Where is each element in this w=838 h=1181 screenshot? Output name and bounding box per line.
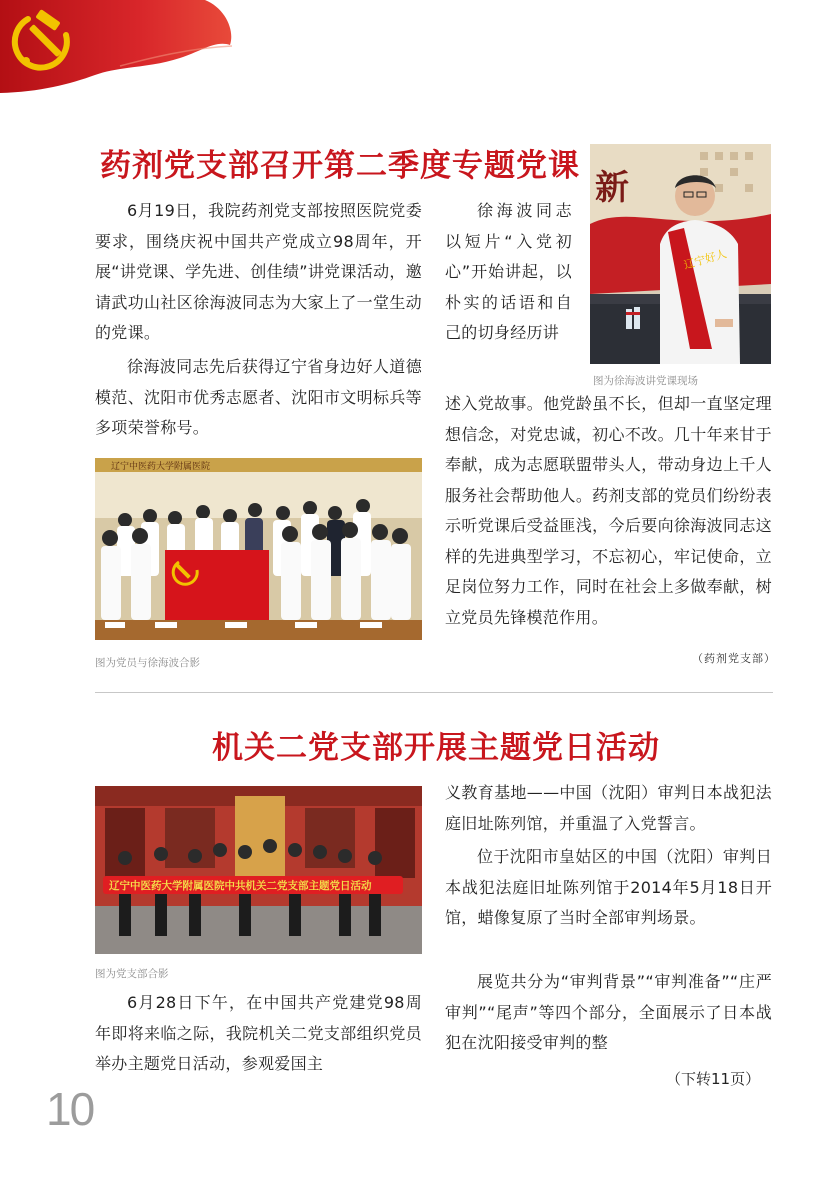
continued-note: （下转11页） [666,1070,761,1088]
article2-paragraph-1-cont: 义教育基地——中国（沈阳）审判日本战犯法庭旧址陈列馆，并重温了入党誓言。 [445,783,772,833]
speaker-photo-caption: 图为徐海波讲党课现场 [593,375,698,387]
article1-paragraph-1: 6月19日，我院药剂党支部按照医院党委要求，围绕庆祝中国共产党成立98周年，开展“讲党课、学先进、创佳绩”讲党课活动，邀请武功山社区徐海波同志为大家上了一堂生动的党课。 [95,201,422,342]
page-number: 10 [46,1083,94,1135]
photo2-banner-text: 辽宁中医药大学附属医院 [111,462,211,472]
article-divider [95,692,773,693]
speaker-photo [590,144,771,364]
group-photo-2-caption: 图为党支部合影 [95,968,169,980]
group-photo-1 [95,458,422,640]
hammer-sickle-icon [10,5,80,75]
article2-paragraph-1: 6月28日下午，在中国共产党建党98周年即将来临之际，我院机关二党支部组织党员举办主题党日活动，参观爱国主 [95,993,422,1073]
article2-paragraph-2: 位于沈阳市皇姑区的中国（沈阳）审判日本战犯法庭旧址陈列馆于2014年5月18日开馆，蜡像复原了当时全部审判场景。 [445,847,772,927]
article2-title: 机关二党支部开展主题党日活动 [212,730,660,766]
photo3-banner-text: 辽宁中医药大学附属医院中共机关二党支部主题党日活动 [109,880,372,892]
article1-paragraph-3-start: 徐海波同志以短片“入党初心”开始讲起，以朴实的话语和自己的切身经历讲 [445,201,572,342]
photo1-sash-text: 辽宁好人 [682,247,729,272]
photo1-banner-char: 新 [595,168,629,208]
group-photo-1-caption: 图为党员与徐海波合影 [95,657,200,669]
article1-paragraph-2: 徐海波同志先后获得辽宁省身边好人道德模范、沈阳市优秀志愿者、沈阳市文明标兵等多项荣誉称号。 [95,357,422,437]
article1-title: 药剂党支部召开第二季度专题党课 [100,148,580,184]
article2-paragraph-3: 展览共分为“审判背景”“审判准备”“庄严审判”“尾声”等四个部分，全面展示了日本战犯在沈阳接受审判的整 [445,972,772,1052]
article1-paragraph-3-cont: 述入党故事。他党龄虽不长，但却一直坚定理想信念，对党忠诚，初心不改。几十年来甘于奉献，成为志愿联盟带头人，带动身边上千人服务社会帮助他人。药剂支部的党员们纷纷表示听党课后受益匪浅，今后要向徐海波同志这样的先进典型学习，不忘初心，牢记使命，立足岗位努力工作，同时在社会上多做奉献，树立党员先锋模范作用。 [445,394,772,627]
party-flag-decoration [0,0,240,95]
article1-source: （药剂党支部） [692,652,776,665]
group-photo-2 [95,786,422,954]
